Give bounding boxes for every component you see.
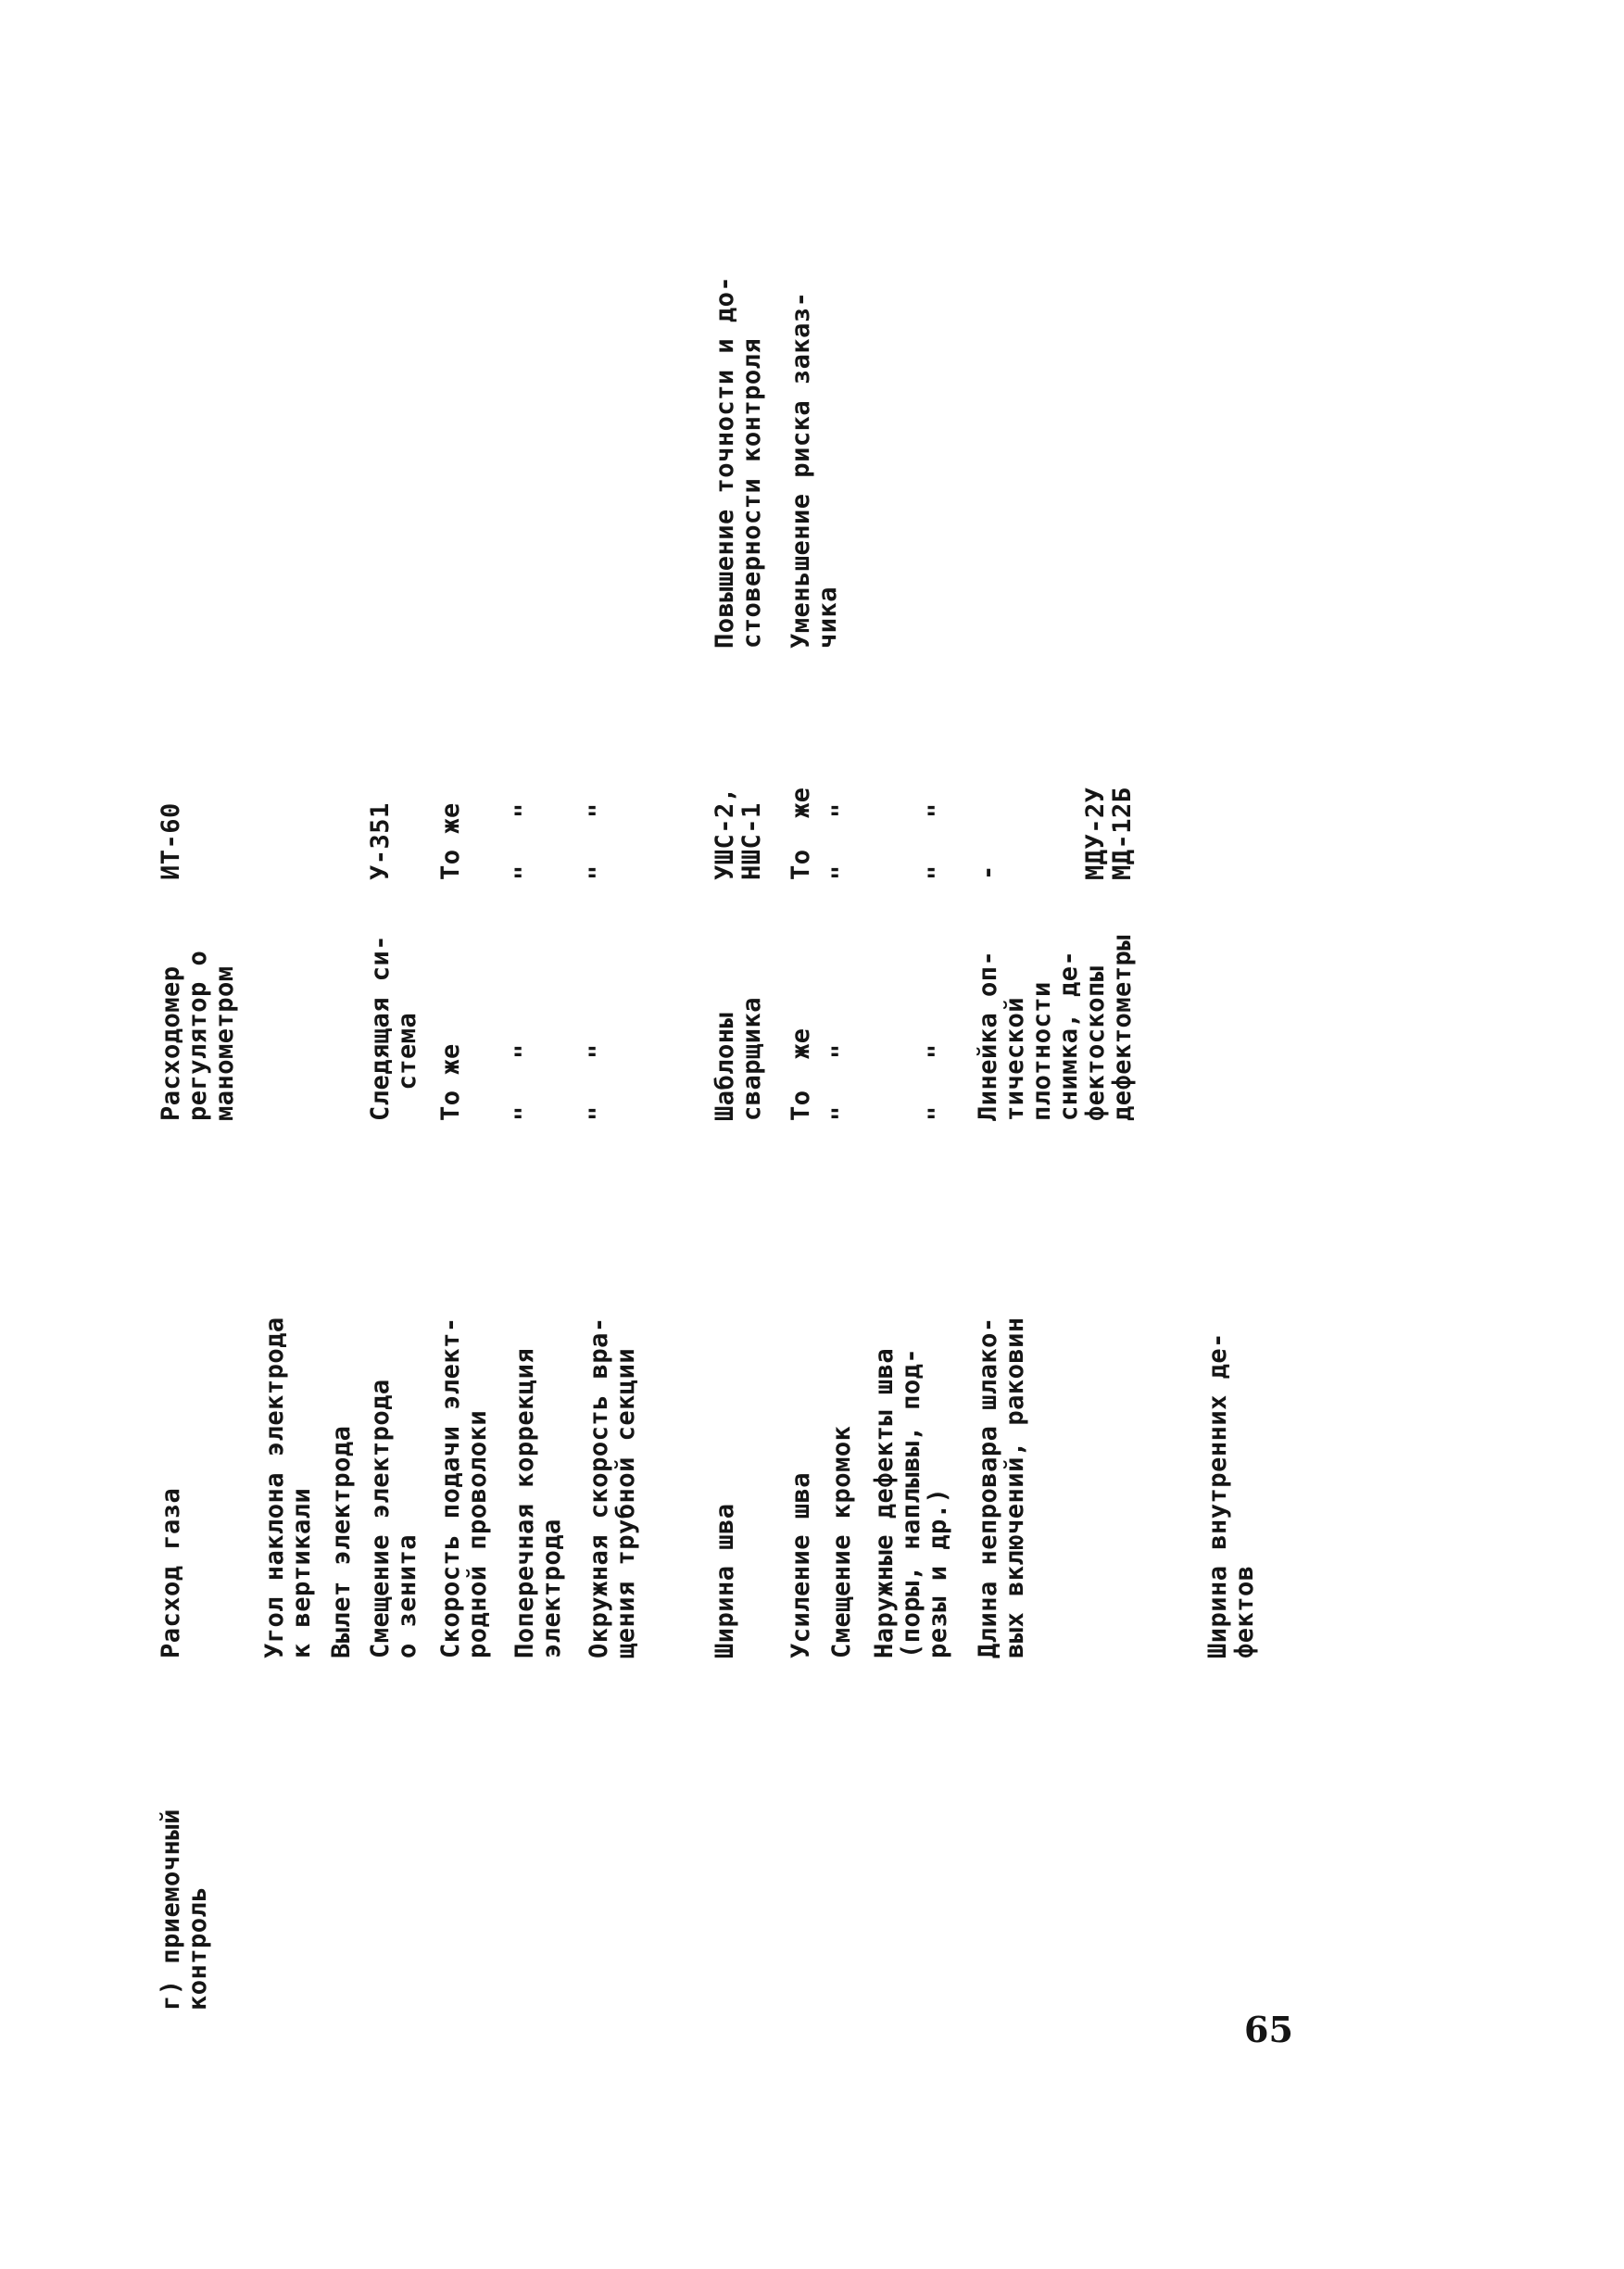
row-tool: " "	[924, 1043, 952, 1121]
row-param: Смещение электрода о зенита	[366, 1379, 422, 1658]
row-param: Поперечная коррекция электрода	[510, 1347, 566, 1658]
row-param: Ширина шва	[711, 1503, 739, 1658]
row-param: Окружная скорость вра- щения трубной секции	[585, 1317, 640, 1658]
row-param: Длина непровара шлако- вых включений, раковин	[974, 1317, 1029, 1658]
row-model: " "	[827, 802, 856, 880]
row-model: - МДУ-2У МД-12Б	[974, 787, 1137, 880]
row-param: Усиление шва	[787, 1471, 815, 1658]
row-note: Повышение точности и до- стоверности контроля	[711, 275, 766, 649]
row-param: Смещение кромок	[827, 1425, 856, 1658]
row-tool: То же	[436, 1043, 465, 1121]
row-param: Угол наклона электрода к вертикали	[260, 1317, 316, 1658]
row-tool: Следящая си- стема	[366, 934, 422, 1121]
page-number: 65	[1244, 2009, 1293, 2050]
section-label: г) приемочный контроль	[157, 1809, 212, 2011]
row-model: " "	[924, 802, 952, 880]
row-param: Ширина внутренних де- фектов	[1203, 1332, 1259, 1658]
row-tool: " "	[827, 1043, 856, 1121]
row-model: ИТ-60	[157, 802, 185, 880]
row-tool: Линейка оп- тической плотности снимка, де- фектоскопы дефектометры	[974, 934, 1137, 1121]
row-model: " "	[510, 802, 539, 880]
row-param: Вылет электрода	[327, 1425, 356, 1658]
row-model: " "	[585, 802, 613, 880]
row-model: УШС-2, НШС-1	[711, 787, 766, 880]
row-note: Уменьшение риска заказ- чика	[787, 291, 842, 649]
row-model: То же	[436, 802, 465, 880]
row-param: Скорость подачи элект- родной проволоки	[436, 1317, 492, 1658]
row-param: Расход газа	[157, 1487, 185, 1658]
row-param: Наружные дефекты шва (поры, наплывы, под- резы и др.)	[870, 1347, 952, 1658]
row-tool: " "	[585, 1043, 613, 1121]
row-tool: Расходомер регулятор о манометром	[157, 950, 239, 1121]
row-tool: " "	[510, 1043, 539, 1121]
row-tool: Шаблоны сварщика	[711, 996, 766, 1121]
row-model: У-351	[366, 802, 395, 880]
row-tool: То же	[787, 1027, 815, 1121]
row-model: То же	[787, 787, 815, 880]
rotated-table	[157, 158, 1259, 2011]
